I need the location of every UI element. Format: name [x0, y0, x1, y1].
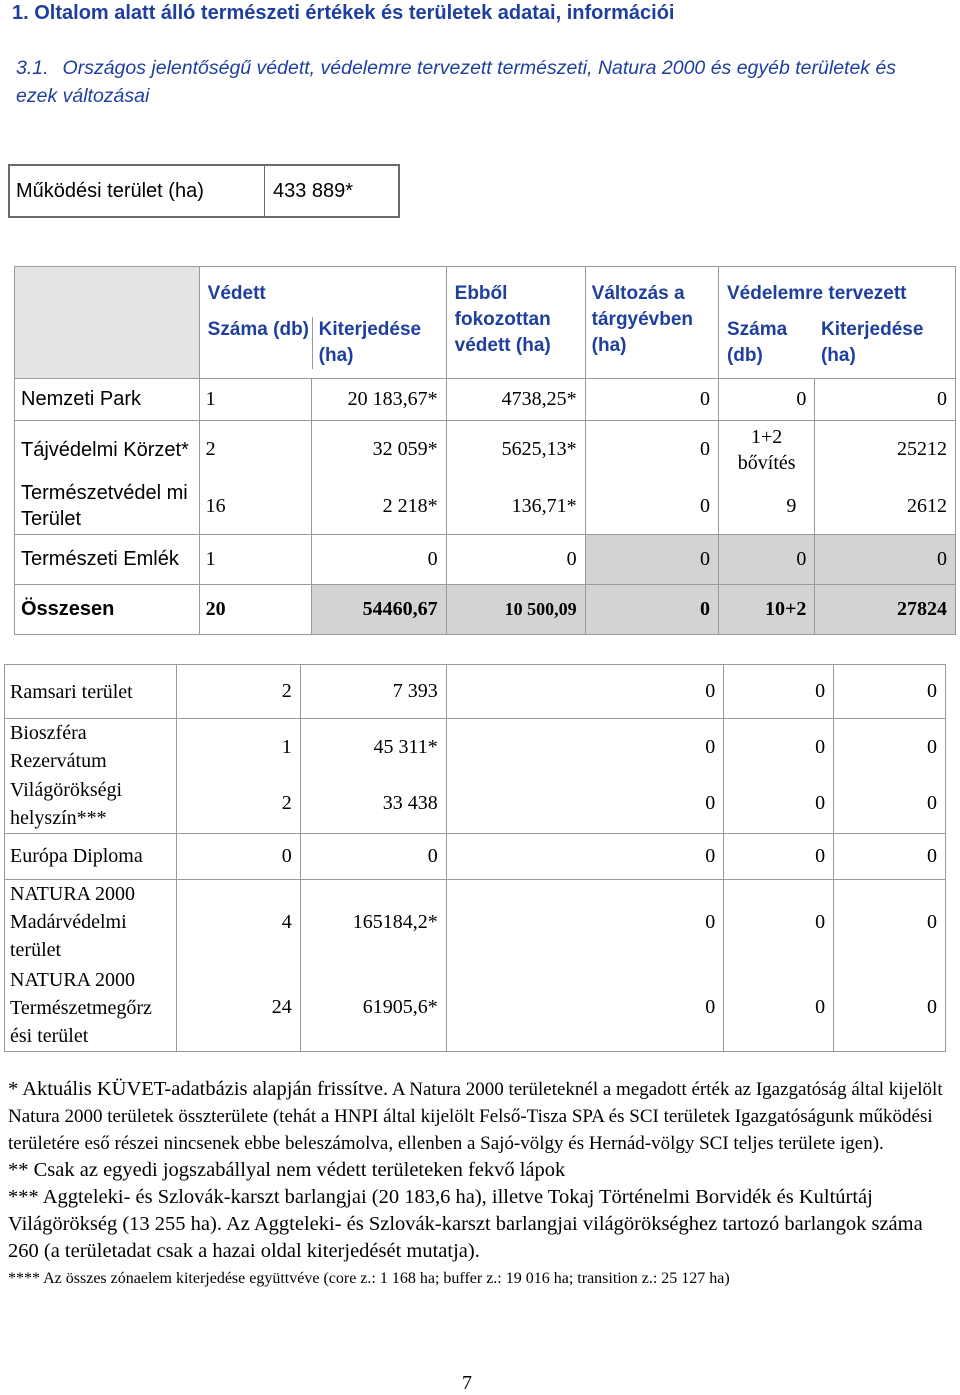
total-row	[15, 585, 956, 635]
header-corner	[15, 267, 200, 379]
row-name: NATURA 2000 Madárvédelmi terület	[5, 879, 177, 965]
row-name: Természetvédel mi Terület	[15, 479, 200, 535]
cell-a: 0	[446, 719, 724, 776]
table-row	[5, 833, 946, 879]
header-kiterjedese: Kiterjedése (ha)	[312, 317, 446, 369]
cell-c: 0	[834, 879, 946, 965]
cell-area: 7 393	[300, 665, 446, 719]
footnote-3-body: Az Aggteleki- és Szlovák-karszt barlangjai világörökséghez tartozó barlangok száma 260 (a területadat csak a hazai oldal kiterjedését mutatja).	[8, 1213, 923, 1262]
table-row	[5, 775, 946, 833]
cell-a: 0	[446, 833, 724, 879]
cell-a: 0	[446, 665, 724, 719]
cell-planned-area: 0	[815, 535, 956, 585]
footnote-3-lead: *** Aggteleki- és Szlovák-karszt barlangjai (20 183,6 ha), illetve Tokaj Történelmi Borvidék és Kultúrtáj Világörökség (13 255 ha).	[8, 1186, 873, 1235]
total-change: 0	[585, 585, 718, 635]
protected-areas-table	[14, 266, 956, 635]
other-areas-table	[4, 664, 946, 1052]
cell-planned-count: 0	[718, 535, 814, 585]
subsection-title: Országos jelentőségű védett, védelemre tervezett természeti, Natura 2000 és egyéb területek és ezek változásai	[16, 57, 897, 107]
footnote-1-body: A Natura 2000 területeknél a megadott érték az Igazgatóság által kijelölt Natura 2000 területek összterülete (tehát a HNPI által kijelölt Felső-Tisza SPA és SCI területek Igazgatóságunk működési területére eső részei nincsenek ebbe beleszámolva, ellenben a Sajó-völgy és Hernád-völgy SCI teljes területe igen).	[8, 1079, 943, 1154]
cell-area: 20 183,67*	[312, 379, 447, 421]
page-number: 7	[462, 1372, 472, 1394]
footnotes	[8, 1076, 958, 1292]
cell-planned-count: 0	[718, 379, 814, 421]
cell-a: 0	[446, 775, 724, 833]
total-planned-area: 27824	[815, 585, 956, 635]
cell-count: 4	[176, 879, 300, 965]
cell-b: 0	[724, 719, 834, 776]
cell-count: 2	[199, 421, 311, 479]
cell-count: 2	[176, 775, 300, 833]
table-row	[15, 379, 956, 421]
cell-planned-count: 1+2 bővítés	[718, 421, 814, 479]
cell-area: 2 218*	[312, 479, 447, 535]
row-name: NATURA 2000 Természetmegőrz ési terület	[5, 965, 177, 1051]
row-name: Bioszféra Rezervátum	[5, 719, 177, 776]
cell-count: 1	[199, 379, 311, 421]
header-szama: Száma (db)	[207, 319, 310, 340]
row-name: Nemzeti Park	[15, 379, 200, 421]
operating-area-box	[8, 164, 400, 218]
cell-change: 0	[585, 479, 718, 535]
table-row	[5, 879, 946, 965]
cell-change: 0	[585, 421, 718, 479]
row-name: Világörökségi helyszín***	[5, 775, 177, 833]
cell-area: 0	[300, 833, 446, 879]
footnote-4: **** Az összes zónaelem kiterjedése együttvéve (core z.: 1 168 ha; buffer z.: 19 016 ha; transition z.: 25 127 ha)	[8, 1270, 730, 1287]
cell-count: 2	[176, 665, 300, 719]
cell-a: 0	[446, 879, 724, 965]
table-row	[5, 965, 946, 1051]
cell-area: 45 311*	[300, 719, 446, 776]
table-row	[5, 719, 946, 776]
cell-b: 0	[724, 775, 834, 833]
header-vedett-group	[199, 267, 446, 379]
cell-b: 0	[724, 833, 834, 879]
header-fokozottan: Ebből fokozottan védett (ha)	[446, 267, 585, 379]
header-vedett: Védett	[207, 283, 266, 304]
cell-count: 1	[199, 535, 311, 585]
cell-c: 0	[834, 965, 946, 1051]
table-row	[15, 535, 956, 585]
cell-strict: 5625,13*	[446, 421, 585, 479]
table-row	[15, 479, 956, 535]
footnote-1	[8, 1076, 958, 1157]
cell-b: 0	[724, 879, 834, 965]
cell-strict: 136,71*	[446, 479, 585, 535]
cell-planned-count: 9	[718, 479, 814, 535]
operating-area-value: 433 889*	[273, 179, 354, 202]
row-name: Természeti Emlék	[15, 535, 200, 585]
cell-c: 0	[834, 719, 946, 776]
total-strict: 10 500,09	[446, 585, 585, 635]
footnote-2: ** Csak az egyedi jogszabállyal nem védett területeken fekvő lápok	[8, 1159, 566, 1181]
table-row	[15, 421, 956, 479]
cell-b: 0	[724, 965, 834, 1051]
cell-planned-area: 2612	[815, 479, 956, 535]
cell-c: 0	[834, 665, 946, 719]
cell-count: 0	[176, 833, 300, 879]
cell-count: 1	[176, 719, 300, 776]
operating-area-label: Működési terület (ha)	[10, 166, 265, 216]
cell-planned-area: 0	[815, 379, 956, 421]
cell-area: 32 059*	[312, 421, 447, 479]
subsection-heading	[16, 54, 916, 110]
cell-c: 0	[834, 775, 946, 833]
cell-change: 0	[585, 535, 718, 585]
header-vedelemre-group	[718, 267, 955, 379]
cell-area: 33 438	[300, 775, 446, 833]
cell-strict: 4738,25*	[446, 379, 585, 421]
row-name: Tájvédelmi Körzet*	[15, 421, 200, 479]
row-name: Európa Diploma	[5, 833, 177, 879]
cell-strict: 0	[446, 535, 585, 585]
cell-area: 0	[312, 535, 447, 585]
cell-area: 61905,6*	[300, 965, 446, 1051]
cell-a: 0	[446, 965, 724, 1051]
row-name: Ramsari terület	[5, 665, 177, 719]
cell-count: 16	[199, 479, 311, 535]
subsection-number: 3.1.	[16, 57, 49, 79]
total-area: 54460,67	[312, 585, 447, 635]
cell-planned-area: 25212	[815, 421, 956, 479]
total-count: 20	[199, 585, 311, 635]
header-szama2: Száma (db)	[726, 319, 788, 366]
section-heading: 1. Oltalom alatt álló természeti értékek és területek adatai, információi	[12, 2, 675, 24]
header-valtozas: Változás a tárgyévben (ha)	[585, 267, 718, 379]
header-kiterjedese2: Kiterjedése (ha)	[820, 319, 924, 366]
cell-c: 0	[834, 833, 946, 879]
header-vedelemre: Védelemre tervezett	[726, 283, 907, 304]
cell-count: 24	[176, 965, 300, 1051]
table-row	[5, 665, 946, 719]
footnote-3	[8, 1184, 958, 1265]
cell-area: 165184,2*	[300, 879, 446, 965]
total-planned-count: 10+2	[718, 585, 814, 635]
cell-change: 0	[585, 379, 718, 421]
cell-b: 0	[724, 665, 834, 719]
footnote-1-lead: * Aktuális KÜVET-adatbázis alapján frissítve.	[8, 1078, 389, 1100]
total-label: Összesen	[15, 585, 200, 635]
